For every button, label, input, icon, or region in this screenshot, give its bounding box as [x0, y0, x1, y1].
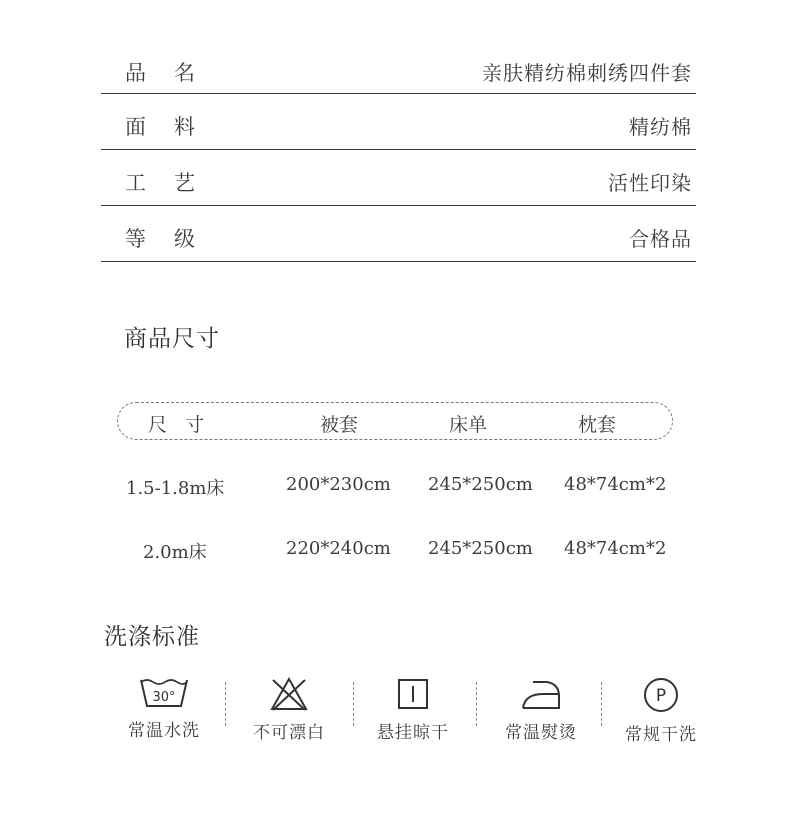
- divider: [476, 682, 477, 726]
- wash-30-icon: [139, 676, 189, 710]
- wash-item: [606, 676, 716, 745]
- product-spec-table: [101, 50, 696, 262]
- wash-item: [109, 676, 219, 741]
- divider: [225, 682, 226, 726]
- wash-item: [486, 676, 596, 743]
- row-bed-size: 2.0m床: [143, 542, 207, 563]
- spec-value: 精纺棉: [629, 115, 692, 139]
- spec-value: 亲肤精纺棉刺绣四件套: [482, 61, 692, 85]
- row-pillow-size: 48*74cm*2: [564, 474, 667, 495]
- wash-label: 常规干洗: [625, 725, 697, 745]
- iron-icon: [519, 676, 563, 712]
- spec-value: 活性印染: [608, 171, 692, 195]
- divider: [353, 682, 354, 726]
- divider: [601, 682, 602, 726]
- spec-label: 等级: [125, 226, 223, 251]
- row-sheet-size: 245*250cm: [428, 474, 533, 495]
- table-row: [0, 474, 790, 498]
- dry-clean-p-icon: [642, 676, 680, 714]
- row-bed-size: 1.5-1.8m床: [126, 478, 225, 499]
- row-duvet-size: 200*230cm: [286, 474, 391, 495]
- wash-item: [358, 676, 468, 743]
- wash-label: 悬挂晾干: [377, 723, 449, 743]
- spec-label: 品名: [125, 60, 223, 85]
- spec-value: 合格品: [629, 227, 692, 251]
- size-section-title: 商品尺寸: [124, 326, 220, 352]
- spec-row-process: [101, 150, 696, 206]
- wash-temp-text: 30°: [152, 690, 176, 705]
- wash-label: 常温熨烫: [505, 723, 577, 743]
- row-sheet-size: 245*250cm: [428, 538, 533, 559]
- header-size: 尺寸: [148, 414, 223, 436]
- hang-dry-icon: [395, 676, 431, 712]
- spec-label: 面料: [125, 114, 223, 139]
- wash-section-title: 洗涤标准: [104, 624, 200, 650]
- spec-row-name: [101, 50, 696, 94]
- header-bed-sheet: 床单: [449, 414, 488, 436]
- wash-item: [234, 676, 344, 743]
- spec-row-fabric: [101, 94, 696, 150]
- header-pillowcase: 枕套: [578, 414, 617, 436]
- header-duvet-cover: 被套: [320, 414, 359, 436]
- size-table-header: [117, 402, 673, 440]
- spec-row-grade: [101, 206, 696, 262]
- wash-label: 常温水洗: [128, 721, 200, 741]
- no-bleach-icon: [269, 676, 309, 712]
- table-row: [0, 538, 790, 562]
- row-duvet-size: 220*240cm: [286, 538, 391, 559]
- row-pillow-size: 48*74cm*2: [564, 538, 667, 559]
- spec-label: 工艺: [125, 170, 223, 195]
- wash-label: 不可漂白: [253, 723, 325, 743]
- dry-clean-letter: P: [655, 686, 667, 706]
